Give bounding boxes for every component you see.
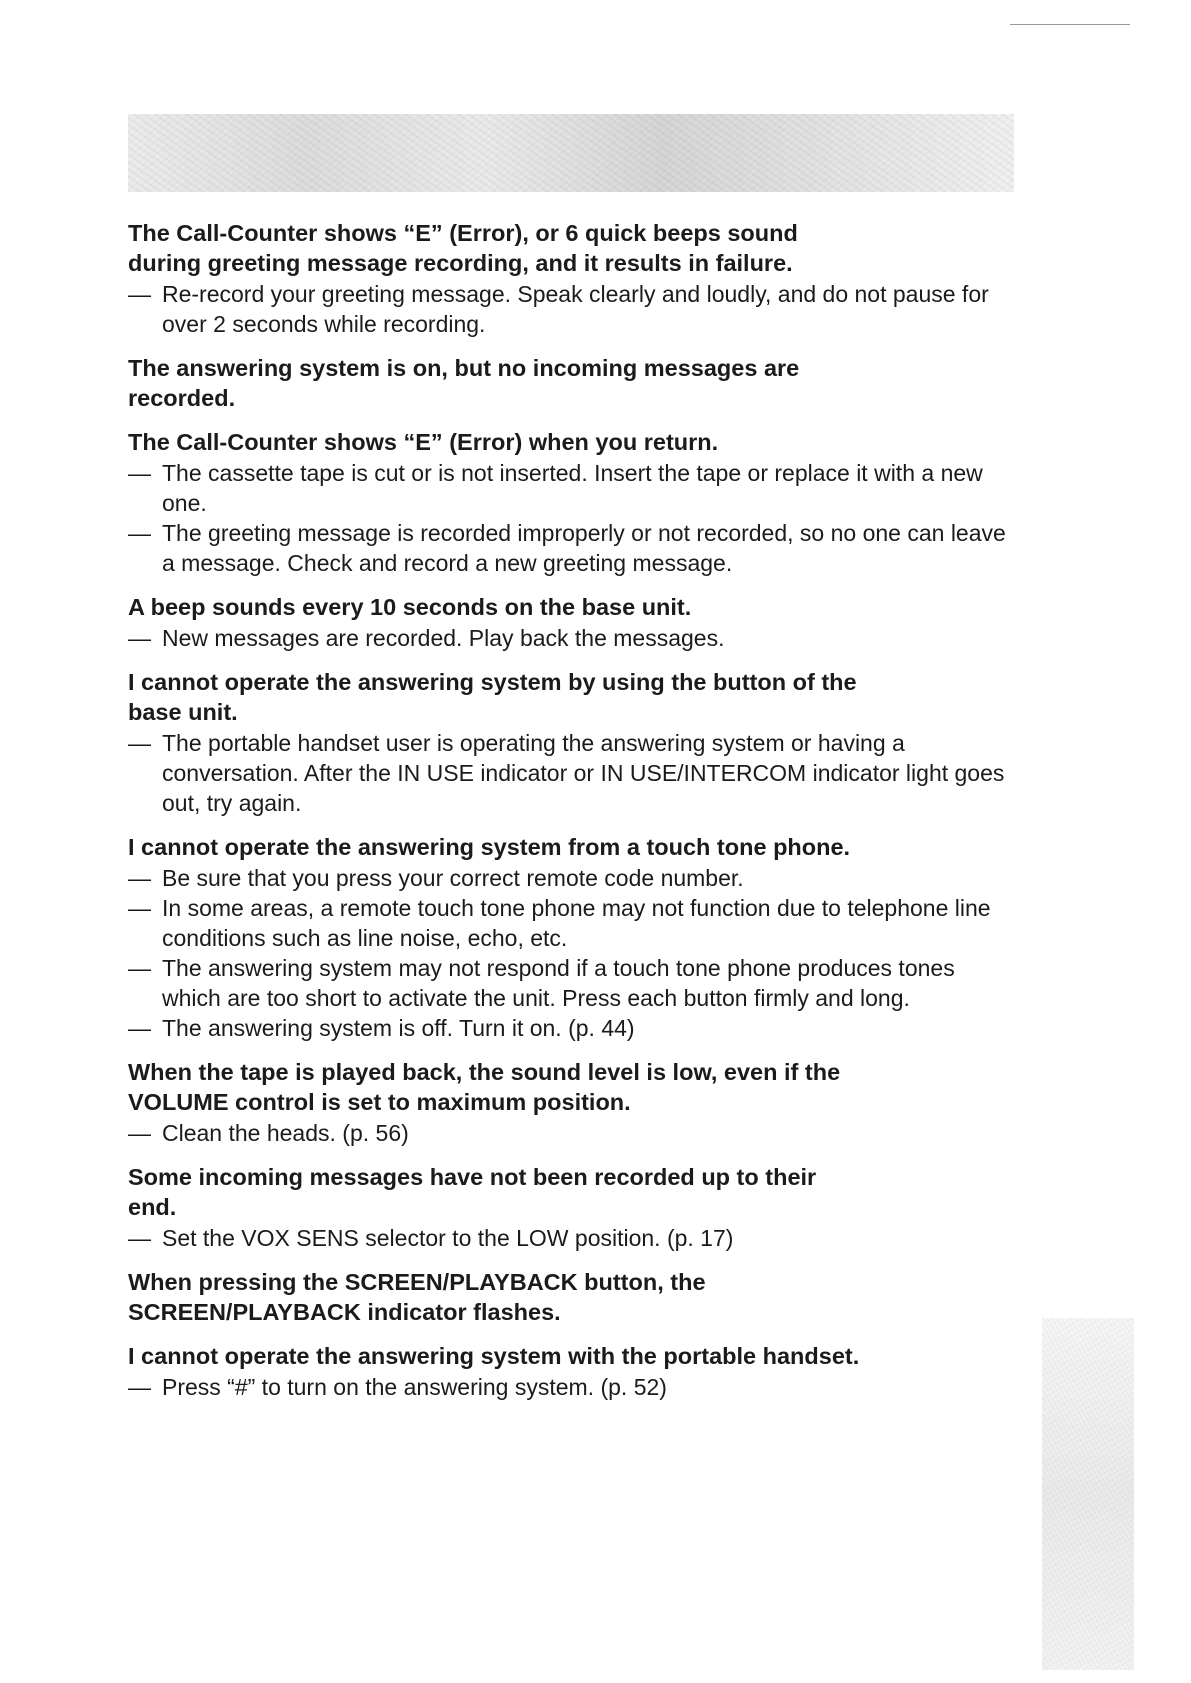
remedy-dash: — [128, 895, 151, 921]
troubleshooting-item [128, 592, 1008, 653]
remedy-body: Set the VOX SENS selector to the LOW position. (p. 17) [162, 1225, 734, 1251]
remedy-body: Re-record your greeting message. Speak clearly and loudly, and do not pause for over 2 seconds while recording. [162, 281, 989, 337]
remedy-dash: — [128, 1225, 151, 1251]
problem-heading [128, 1341, 1008, 1371]
remedy-body: Clean the heads. (p. 56) [162, 1120, 409, 1146]
heading-line: When the tape is played back, the sound level is low, even if the [128, 1059, 841, 1085]
remedy-dash: — [128, 625, 151, 651]
heading-line: SCREEN/PLAYBACK indicator flashes. [128, 1299, 561, 1325]
problem-heading [128, 1162, 1008, 1222]
remedy-dash: — [128, 1374, 151, 1400]
remedy-dash: — [128, 460, 151, 486]
remedy-dash: — [128, 281, 151, 307]
heading-line: I cannot operate the answering system by using the button of the [128, 669, 857, 695]
problem-heading [128, 353, 1008, 413]
troubleshooting-item [128, 1057, 1008, 1148]
troubleshooting-item [128, 427, 1008, 578]
problem-heading [128, 427, 1008, 457]
heading-line: recorded. [128, 385, 236, 411]
section-header-band [128, 114, 1014, 192]
heading-line: Some incoming messages have not been recorded up to their [128, 1164, 817, 1190]
problem-heading [128, 218, 1008, 278]
remedy-text [128, 518, 1008, 578]
page-edge-speckle [1042, 1318, 1134, 1670]
problem-heading [128, 667, 1008, 727]
corner-rule [1010, 24, 1130, 25]
troubleshooting-list [128, 218, 1008, 1416]
remedy-text [128, 953, 1008, 1013]
remedy-body: The cassette tape is cut or is not inserted. Insert the tape or replace it with a new one. [162, 460, 983, 516]
troubleshooting-item [128, 667, 1008, 818]
problem-heading [128, 832, 1008, 862]
remedy-body: New messages are recorded. Play back the messages. [162, 625, 725, 651]
heading-line: I cannot operate the answering system with the portable handset. [128, 1343, 860, 1369]
problem-heading [128, 592, 1008, 622]
remedy-text [128, 863, 1008, 893]
troubleshooting-item [128, 832, 1008, 1043]
remedy-body: The answering system may not respond if a touch tone phone produces tones which are too short to activate the unit. Press each button firmly and long. [162, 955, 955, 1011]
heading-line: during greeting message recording, and it results in failure. [128, 250, 793, 276]
remedy-body: The greeting message is recorded improperly or not recorded, so no one can leave a message. Check and record a new greeting message. [162, 520, 1006, 576]
remedy-text [128, 1013, 1008, 1043]
heading-line: end. [128, 1194, 177, 1220]
remedy-text [128, 893, 1008, 953]
remedy-body: The portable handset user is operating the answering system or having a conversation. After the IN USE indicator or IN USE/INTERCOM indicator light goes out, try again. [162, 730, 1005, 816]
remedy-body: In some areas, a remote touch tone phone may not function due to telephone line conditions such as line noise, echo, etc. [162, 895, 991, 951]
heading-line: When pressing the SCREEN/PLAYBACK button, the [128, 1269, 706, 1295]
remedy-dash: — [128, 1015, 151, 1041]
remedy-body: Press “#” to turn on the answering system. (p. 52) [162, 1374, 667, 1400]
troubleshooting-item [128, 353, 1008, 413]
heading-line: The Call-Counter shows “E” (Error) when you return. [128, 429, 719, 455]
heading-line: The Call-Counter shows “E” (Error), or 6 quick beeps sound [128, 220, 798, 246]
remedy-dash: — [128, 865, 151, 891]
remedy-text [128, 1372, 1008, 1402]
heading-line: A beep sounds every 10 seconds on the base unit. [128, 594, 692, 620]
remedy-text [128, 728, 1008, 818]
troubleshooting-item [128, 1162, 1008, 1253]
remedy-body: The answering system is off. Turn it on. (p. 44) [162, 1015, 635, 1041]
remedy-text [128, 279, 1008, 339]
remedy-dash: — [128, 1120, 151, 1146]
heading-line: VOLUME control is set to maximum position. [128, 1089, 631, 1115]
remedy-text [128, 623, 1008, 653]
troubleshooting-item [128, 1341, 1008, 1402]
remedy-dash: — [128, 955, 151, 981]
heading-line: I cannot operate the answering system from a touch tone phone. [128, 834, 851, 860]
remedy-text [128, 1223, 1008, 1253]
problem-heading [128, 1267, 1008, 1327]
remedy-dash: — [128, 520, 151, 546]
troubleshooting-item [128, 1267, 1008, 1327]
heading-line: The answering system is on, but no incoming messages are [128, 355, 800, 381]
remedy-body: Be sure that you press your correct remote code number. [162, 865, 744, 891]
problem-heading [128, 1057, 1008, 1117]
remedy-text [128, 1118, 1008, 1148]
troubleshooting-item [128, 218, 1008, 339]
heading-line: base unit. [128, 699, 238, 725]
remedy-dash: — [128, 730, 151, 756]
remedy-text [128, 458, 1008, 518]
